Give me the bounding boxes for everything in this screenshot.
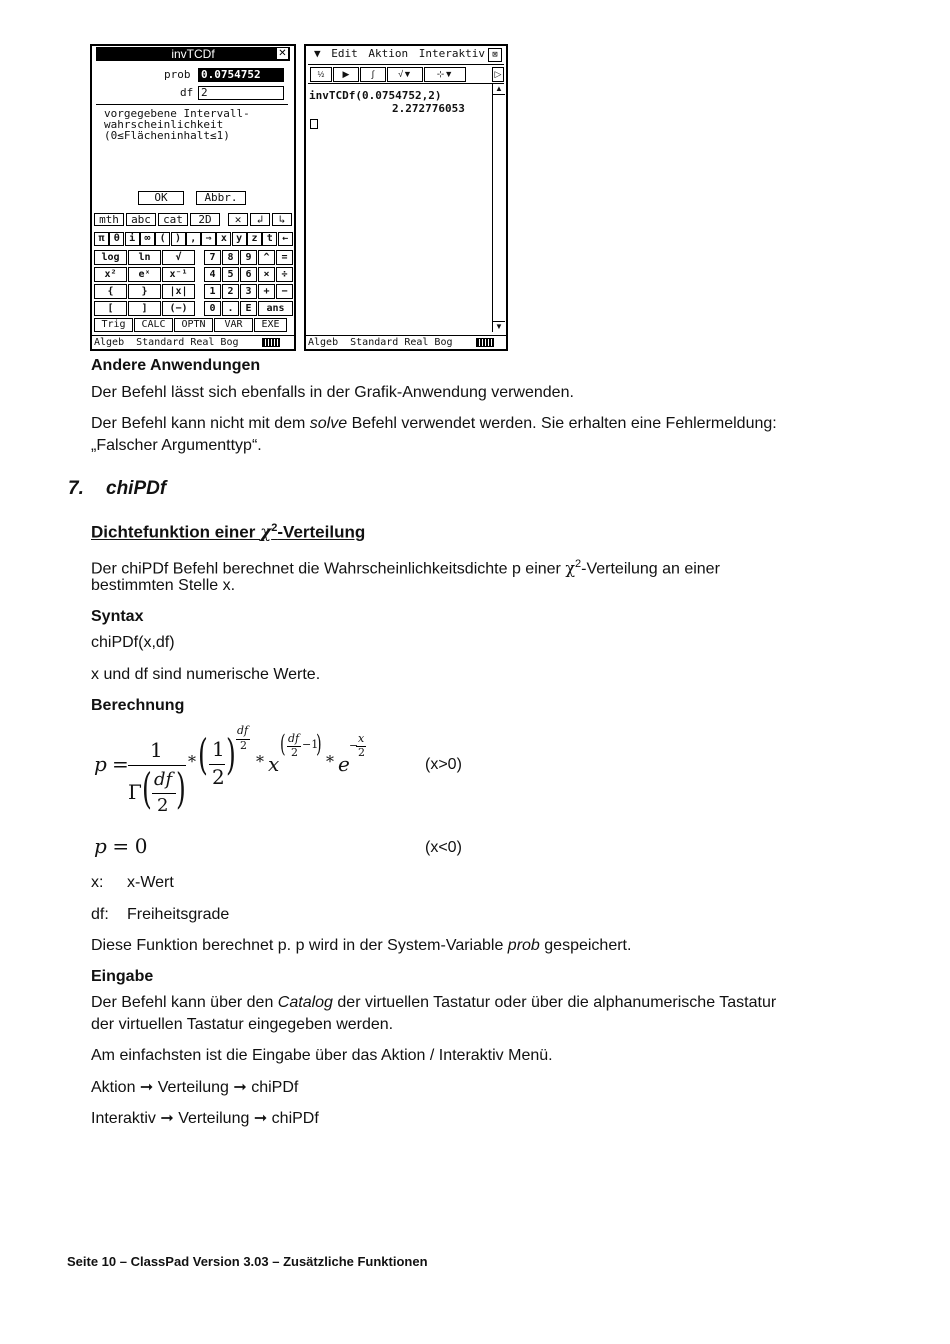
superscript: 2 <box>575 558 582 570</box>
var-x-label: x: <box>91 874 104 891</box>
section-title: chiPDf <box>106 478 167 499</box>
bottom-key-var[interactable]: VAR <box>214 318 253 332</box>
syntax-note: x und df sind numerische Werte. <box>91 666 321 683</box>
text: der virtuellen Tastatur oder über die alphanumerische Tastatur <box>332 994 777 1011</box>
symbol-key[interactable]: ∞ <box>140 232 155 246</box>
tab-cat[interactable]: cat <box>158 213 188 226</box>
exp-two: 2 <box>240 739 247 752</box>
status-bar: Algeb Standard Real Bog <box>308 337 453 348</box>
number-key[interactable]: = <box>276 250 293 265</box>
number-key[interactable]: + <box>258 284 275 299</box>
var-df-desc: Freiheitsgrade <box>127 906 230 923</box>
menu-bar <box>308 47 504 61</box>
eingabe-simple: Am einfachsten ist die Eingabe über das Aktion / Interaktiv Menü. <box>91 1047 553 1064</box>
cursor[interactable] <box>310 119 318 129</box>
number-key[interactable]: 5 <box>222 267 239 282</box>
toolbar <box>308 64 504 84</box>
formula2-condition: (x<0) <box>425 839 462 856</box>
chi-symbol: χ <box>565 558 576 578</box>
function-key[interactable]: } <box>128 284 161 299</box>
menu-edit[interactable]: Edit <box>331 47 358 60</box>
tab-mth[interactable]: mth <box>94 213 124 226</box>
description-line-3: (0≤Flächeninhalt≤1) <box>104 129 230 142</box>
syntax-text: chiPDf(x,df) <box>91 634 175 651</box>
function-key[interactable]: |x| <box>162 284 195 299</box>
menu-path-aktion: Aktion ➞ Verteilung ➞ chiPDf <box>91 1079 299 1096</box>
eingabe-line-1 <box>91 992 776 1014</box>
function-key[interactable]: (−) <box>162 301 195 316</box>
text: Der Befehl kann über den <box>91 994 278 1011</box>
formula-zero: 0 <box>134 834 148 858</box>
text: gespeichert. <box>539 937 632 954</box>
formula-chipdf <box>90 724 390 824</box>
exp3-minus: − <box>349 739 359 752</box>
times-2: * <box>256 752 264 771</box>
scrollbar[interactable] <box>492 84 505 332</box>
subheading-dichtefunktion <box>91 522 365 543</box>
result-line: 2.272776053 <box>392 102 465 115</box>
formula-x: x <box>268 752 280 776</box>
gamma-fraction-bar <box>152 793 176 794</box>
tab-2d[interactable]: 2D <box>190 213 220 226</box>
function-key[interactable]: log <box>94 250 127 265</box>
number-key[interactable]: 1 <box>204 284 221 299</box>
eingabe-line-2: der virtuellen Tastatur eingegeben werden. <box>91 1016 394 1033</box>
formula-e: e <box>338 752 350 776</box>
fraction-numerator: 1 <box>150 738 163 762</box>
prob-label: prob <box>164 68 191 81</box>
gamma-two: 2 <box>157 795 169 816</box>
text: -Verteilung an einer <box>581 560 720 578</box>
symbol-key[interactable]: z <box>247 232 262 246</box>
times-3: * <box>326 752 334 771</box>
number-key[interactable]: 8 <box>222 250 239 265</box>
enter-left-icon[interactable]: ↲ <box>250 213 270 226</box>
window-resize-icon[interactable]: ⊠ <box>488 48 502 62</box>
number-keypad <box>204 250 294 320</box>
dialog-title: invTCDf <box>171 47 215 61</box>
symbol-key[interactable]: π <box>94 232 109 246</box>
clear-icon[interactable]: ✕ <box>228 213 248 226</box>
paragraph-grafik: Der Befehl lässt sich ebenfalls in der Grafik-Anwendung verwenden. <box>91 384 574 401</box>
emphasis-prob: prob <box>507 937 540 954</box>
formula1-condition: (x>0) <box>425 756 462 773</box>
scroll-up-icon[interactable]: ▲ <box>493 84 505 95</box>
paren-open: ( <box>142 764 152 813</box>
formula-eq: = <box>112 834 130 858</box>
paren-close-2: ) <box>226 730 236 779</box>
function-keypad <box>94 250 198 320</box>
paragraph-solve-line-2: „Falscher Argumenttyp“. <box>91 437 262 454</box>
toolbar-solve-icon[interactable]: √▼ <box>387 67 423 82</box>
function-key[interactable]: [ <box>94 301 127 316</box>
scroll-down-icon[interactable]: ▼ <box>493 321 505 332</box>
paren-open-2: ( <box>198 730 208 779</box>
description-line-2: wahrscheinlichkeit <box>104 118 224 131</box>
number-key[interactable]: 4 <box>204 267 221 282</box>
symbol-key[interactable]: i <box>125 232 140 246</box>
toolbar-calculus-icon[interactable]: ∫ <box>360 67 386 82</box>
text: Befehl verwendet werden. Sie erhalten eine Fehlermeldung: <box>347 415 777 432</box>
toolbar-fraction-icon[interactable]: ½ <box>310 67 332 82</box>
gamma-df: df <box>154 769 173 790</box>
heading-eingabe: Eingabe <box>91 968 154 985</box>
menu-dropdown-icon[interactable]: ▼ <box>314 47 321 60</box>
half-numerator: 1 <box>212 737 225 761</box>
function-key[interactable]: ] <box>128 301 161 316</box>
superscript: 2 <box>271 522 278 534</box>
function-key[interactable]: √ <box>162 250 195 265</box>
text: Der chiPDf Befehl berechnet die Wahrscheinlichkeitsdichte p einer <box>91 560 566 578</box>
screenshot-invtcdf-dialog <box>90 44 296 351</box>
status-divider <box>92 335 294 336</box>
function-key[interactable]: ln <box>128 250 161 265</box>
paren-close: ) <box>176 764 186 813</box>
df-label: df <box>180 86 194 99</box>
symbol-key[interactable]: x <box>216 232 231 246</box>
toolbar-scroll-right-icon[interactable]: ▷ <box>492 67 504 82</box>
toolbar-graph-icon[interactable]: ⊹▼ <box>424 67 466 82</box>
text: Dichtefunktion einer <box>91 522 261 542</box>
formula-p-zero <box>94 834 147 859</box>
bottom-key-calc[interactable]: CALC <box>134 318 173 332</box>
heading-syntax: Syntax <box>91 608 144 625</box>
prob-input[interactable]: 0.0754752 <box>198 68 284 82</box>
exp3-x: x <box>358 732 365 745</box>
symbol-key[interactable]: t <box>262 232 277 246</box>
screenshot-main-application <box>304 44 508 351</box>
var-df-label: df: <box>91 906 109 923</box>
exp-df: df <box>237 724 249 737</box>
keyboard-tabs <box>94 213 294 227</box>
text: -Verteilung <box>277 522 366 542</box>
formula-eq: = <box>112 752 129 776</box>
paragraph-solve <box>91 413 777 435</box>
status-divider <box>306 335 506 336</box>
bottom-key-row <box>94 318 294 332</box>
cancel-button[interactable]: Abbr. <box>196 191 246 205</box>
ans-key[interactable]: ans <box>258 301 293 316</box>
symbol-key-row <box>94 232 294 246</box>
number-key[interactable]: 7 <box>204 250 221 265</box>
text: Der Befehl kann nicht mit dem <box>91 415 310 432</box>
symbol-key[interactable]: ) <box>171 232 186 246</box>
description-line-1: vorgegebene Intervall- <box>104 107 250 120</box>
function-key[interactable]: x² <box>94 267 127 282</box>
formula-p: p <box>94 752 107 776</box>
times-1: * <box>188 752 196 771</box>
divider <box>96 104 288 105</box>
symbol-key[interactable]: θ <box>109 232 124 246</box>
var-x-desc: x-Wert <box>127 874 174 891</box>
symbol-key[interactable]: , <box>186 232 201 246</box>
function-key[interactable]: { <box>94 284 127 299</box>
number-key[interactable]: × <box>258 267 275 282</box>
section-number: 7. <box>68 478 84 499</box>
page-footer: Seite 10 – ClassPad Version 3.03 – Zusätzliche Funktionen <box>67 1254 428 1269</box>
exp-paren-open: ( <box>280 730 286 758</box>
heading-berechnung: Berechnung <box>91 697 185 714</box>
text: Diese Funktion berechnet p. p wird in der System-Variable <box>91 937 508 954</box>
toolbar-format-icon[interactable]: ▶ <box>333 67 359 82</box>
function-key[interactable]: eˣ <box>128 267 161 282</box>
intro-line-2: bestimmten Stelle x. <box>91 577 236 594</box>
menu-path-interaktiv: Interaktiv ➞ Verteilung ➞ chiPDf <box>91 1110 319 1127</box>
number-key[interactable]: 9 <box>240 250 257 265</box>
battery-icon <box>476 338 494 347</box>
enter-right-icon[interactable]: ↳ <box>272 213 292 226</box>
exp2-df: df <box>288 732 300 745</box>
symbol-key[interactable]: ← <box>278 232 293 246</box>
emphasis-solve: solve <box>309 415 348 432</box>
dialog-title-bar <box>96 47 290 61</box>
half-denominator: 2 <box>212 765 225 789</box>
number-key[interactable]: 2 <box>222 284 239 299</box>
bottom-key-exe[interactable]: EXE <box>254 318 287 332</box>
number-key[interactable]: . <box>222 301 239 316</box>
formula-p: p <box>94 834 107 858</box>
number-key[interactable]: ÷ <box>276 267 293 282</box>
command-line: invTCDf(0.0754752,2) <box>309 89 442 102</box>
symbol-key[interactable]: ( <box>155 232 170 246</box>
close-icon[interactable]: ✕ <box>278 48 287 59</box>
exp2-two: 2 <box>291 746 298 759</box>
tab-abc[interactable]: abc <box>126 213 156 226</box>
exp2-minus-one: −1 <box>302 738 319 751</box>
ok-button[interactable]: OK <box>138 191 184 205</box>
number-key[interactable]: E <box>240 301 257 316</box>
symbol-key[interactable]: y <box>232 232 247 246</box>
exp3-two: 2 <box>358 746 365 759</box>
menu-interaktiv[interactable]: Interaktiv <box>418 47 485 60</box>
result-paragraph <box>91 935 631 957</box>
number-key[interactable]: 3 <box>240 284 257 299</box>
battery-icon <box>262 338 280 347</box>
number-key[interactable]: 0 <box>204 301 221 316</box>
exp-paren-close: ) <box>316 730 322 758</box>
menu-aktion[interactable]: Aktion <box>368 47 409 60</box>
df-input[interactable]: 2 <box>198 86 284 100</box>
symbol-key[interactable]: ⇒ <box>201 232 216 246</box>
function-key[interactable]: x⁻¹ <box>162 267 195 282</box>
number-key[interactable]: ^ <box>258 250 275 265</box>
emphasis-catalog: Catalog <box>277 994 333 1011</box>
number-key[interactable]: − <box>276 284 293 299</box>
heading-andere-anwendungen: Andere Anwendungen <box>91 357 261 374</box>
status-bar: Algeb Standard Real Bog <box>94 337 239 348</box>
bottom-key-trig[interactable]: Trig <box>94 318 133 332</box>
chi-symbol: χ <box>260 522 272 543</box>
bottom-key-optn[interactable]: OPTN <box>174 318 213 332</box>
number-key[interactable]: 6 <box>240 267 257 282</box>
gamma-symbol: Γ <box>128 780 142 804</box>
